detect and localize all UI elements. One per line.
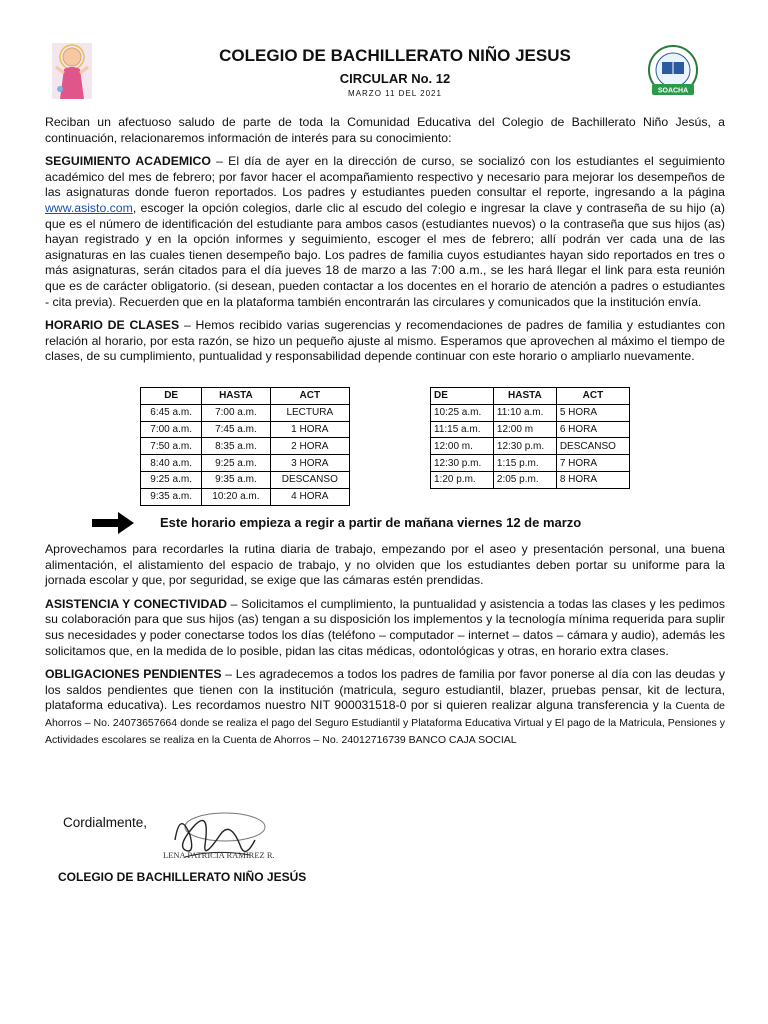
table-row — [141, 438, 350, 455]
table-cell: 9:25 a.m. — [141, 471, 202, 488]
table-cell: 12:30 p.m. — [431, 455, 494, 472]
bank-accounts-text: la Cuenta de Ahorros – No. 24073657664 donde se realiza el pago del Seguro Estudiantil y Plataforma Educativa Virtual y El pago de la Matricula, Pensiones y Actividades escolares se realiza en la Cuenta de Ahorros – No. 24012716739 BANCO CAJA SOCIAL — [45, 700, 726, 746]
intro-paragraph: Reciban un afectuoso saludo de parte de toda la Comunidad Educativa del Colegio de Bachillerato Niño Jesús, a continuación, relacionaremos información de interés para su conocimiento: — [45, 115, 725, 145]
table-cell: 7:45 a.m. — [202, 421, 270, 438]
table-cell: 7:00 a.m. — [141, 421, 202, 438]
closing-greeting: Cordialmente, — [63, 815, 148, 830]
table-row — [141, 488, 350, 505]
col-header-act: ACT — [270, 388, 349, 405]
circular-number: CIRCULAR No. 12 — [339, 71, 451, 86]
table-cell: 9:25 a.m. — [202, 455, 270, 472]
table-row — [431, 421, 630, 438]
document-body — [45, 115, 725, 373]
table-cell: 5 HORA — [556, 404, 629, 421]
table-row — [431, 404, 630, 421]
table-cell: 7 HORA — [556, 455, 629, 472]
table-header-row — [141, 388, 350, 405]
school-seal-icon — [640, 44, 706, 100]
seal-text: SOACHA — [657, 87, 689, 95]
rutina-paragraph: Aprovechamos para recordarles la rutina diaria de trabajo, empezando por el aseo y presentación personal, una buena alimentación, el alistamiento del espacio de trabajo, y no olviden que los estudiantes deben portar su uniforme para la jornada escolar y que, por seguridad, se exige que las cámaras estén prendidas. — [45, 542, 725, 588]
child-jesus-image — [52, 43, 92, 99]
table-cell: 3 HORA — [270, 455, 349, 472]
table-header-row — [431, 388, 630, 405]
table-cell: 8 HORA — [556, 471, 629, 488]
table-cell: 4 HORA — [270, 488, 349, 505]
table-cell: 12:30 p.m. — [493, 438, 556, 455]
schedule-notice: Este horario empieza a regir a partir de mañana viernes 12 de marzo — [160, 515, 582, 530]
table-cell: 9:35 a.m. — [202, 471, 270, 488]
table-cell: 8:40 a.m. — [141, 455, 202, 472]
table-row — [141, 404, 350, 421]
table-cell: 7:00 a.m. — [202, 404, 270, 421]
table-cell: 6:45 a.m. — [141, 404, 202, 421]
schedule-table-afternoon — [430, 387, 630, 489]
asistencia-paragraph — [45, 597, 725, 659]
table-cell: 10:20 a.m. — [202, 488, 270, 505]
col-header-hasta: HASTA — [202, 388, 270, 405]
table-cell: 11:15 a.m. — [431, 421, 494, 438]
obligaciones-paragraph — [45, 667, 725, 748]
arrow-right-icon — [92, 512, 134, 534]
document-header — [160, 46, 630, 98]
seguimiento-paragraph — [45, 154, 725, 310]
table-cell: DESCANSO — [556, 438, 629, 455]
table-cell: 8:35 a.m. — [202, 438, 270, 455]
asistencia-label: ASISTENCIA Y CONECTIVIDAD — [45, 596, 227, 611]
table-cell: 2:05 p.m. — [493, 471, 556, 488]
table-cell: 9:35 a.m. — [141, 488, 202, 505]
obligaciones-label: OBLIGACIONES PENDIENTES — [45, 667, 222, 682]
table-cell: DESCANSO — [270, 471, 349, 488]
document-body-lower — [45, 542, 725, 756]
table-cell: 1:15 p.m. — [493, 455, 556, 472]
col-header-de: DE — [431, 388, 494, 405]
table-cell: 7:50 a.m. — [141, 438, 202, 455]
table-row — [431, 455, 630, 472]
table-cell: LECTURA — [270, 404, 349, 421]
horario-paragraph — [45, 318, 725, 365]
table-row — [141, 471, 350, 488]
table-cell: 11:10 a.m. — [493, 404, 556, 421]
seguimiento-text-2: , escoger la opción colegios, darle clic al escudo del colegio e ingresar la clave y contraseña de su hijo (a) que es el número de identificación del estudiante para ambos casos (estudiantes nuevos) o la contraseña que sus hijos (as) hayan registrado y en la opción informes y seguimiento, escoger el mes de febrero; allí podrán ver cada una de las asignaturas en las cuales tienen desempeño bajo. Los padres de familia cuyos estudiantes hayan sido reportados en tres o más asignaturas, serán citados para el día jueves 18 de marzo a las 7:00 a.m., se les hará llegar el link para esta reunión que es de carácter obligatorio. (si desean, pueden contactar a los docentes en el horario de atención a padres o estudiantes - cita previa). Recuerden que en la plataforma también encontrarán las circulares y comunicados que la institución envía. — [45, 200, 725, 309]
col-header-act: ACT — [556, 388, 629, 405]
asistencia-text: – Solicitamos el cumplimiento, la puntualidad y asistencia a todas las clases y les pedimos su colaboración para que sus hijos (as) tengan a su disposición los implementos y la tecnología mínima requerida para suplir sus necesidades y poder conectarse todos los días (teléfono – computador – internet – datos – cámara y audio), además les solicitamos que, en la medida de lo posible, pidan las citas médicas, odontológicas y otras, en horario extra clases. — [45, 596, 725, 658]
table-cell: 12:00 m — [493, 421, 556, 438]
table-row — [141, 455, 350, 472]
signer-name: LENA PATRICIA RAMIREZ R. — [163, 850, 275, 860]
table-cell: 1 HORA — [270, 421, 349, 438]
closing-school-name: COLEGIO DE BACHILLERATO NIÑO JESÚS — [58, 870, 307, 884]
table-cell: 10:25 a.m. — [431, 404, 494, 421]
table-cell: 12:00 m. — [431, 438, 494, 455]
signature-stamp — [155, 805, 275, 875]
horario-label: HORARIO DE CLASES — [45, 318, 180, 333]
seguimiento-text-1: – El día de ayer en la dirección de curso, se socializó con los estudiantes el seguimiento académico del mes de febrero; por favor hacer el acompañamiento respectivo y necesario para mejorar los desempeños de las asignaturas donde fueron reportados. Los padres y estudiantes pueden consultar el reporte, ingresando a la página — [45, 154, 725, 200]
table-row — [141, 421, 350, 438]
schedule-table-morning — [140, 387, 350, 506]
table-row — [431, 438, 630, 455]
asisto-link[interactable]: www.asisto.com — [45, 200, 133, 215]
obligaciones-text: – Les agradecemos a todos los padres de familia por favor ponerse al día con las deudas y los saldos pendientes que tienen con la institución (matricula, seguro estudiantil, blazer, pruebas pensar, kit de lectura, plataforma educativa). Les recordamos nuestro NIT 900031518-0 por si quieren realizar alguna transferencia y — [45, 667, 725, 713]
table-cell: 6 HORA — [556, 421, 629, 438]
horario-text: – Hemos recibido varias sugerencias y recomendaciones de padres de familia y estudiantes con relación al horario, por esta razón, se hizo un pequeño ajuste al mismo. Esperamos que aprovechen al máximo el tiempo de clases, de su cumplimiento, puntualidad y responsabilidad depende continuar con este horario o ampliarlo nuevamente. — [45, 318, 726, 364]
table-cell: 2 HORA — [270, 438, 349, 455]
circular-date: MARZO 11 DEL 2021 — [348, 89, 442, 98]
col-header-de: DE — [141, 388, 202, 405]
col-header-hasta: HASTA — [493, 388, 556, 405]
school-title: COLEGIO DE BACHILLERATO NIÑO JESUS — [219, 46, 571, 65]
table-row — [431, 471, 630, 488]
table-cell: 1:20 p.m. — [431, 471, 494, 488]
seguimiento-label: SEGUIMIENTO ACADEMICO — [45, 154, 211, 169]
